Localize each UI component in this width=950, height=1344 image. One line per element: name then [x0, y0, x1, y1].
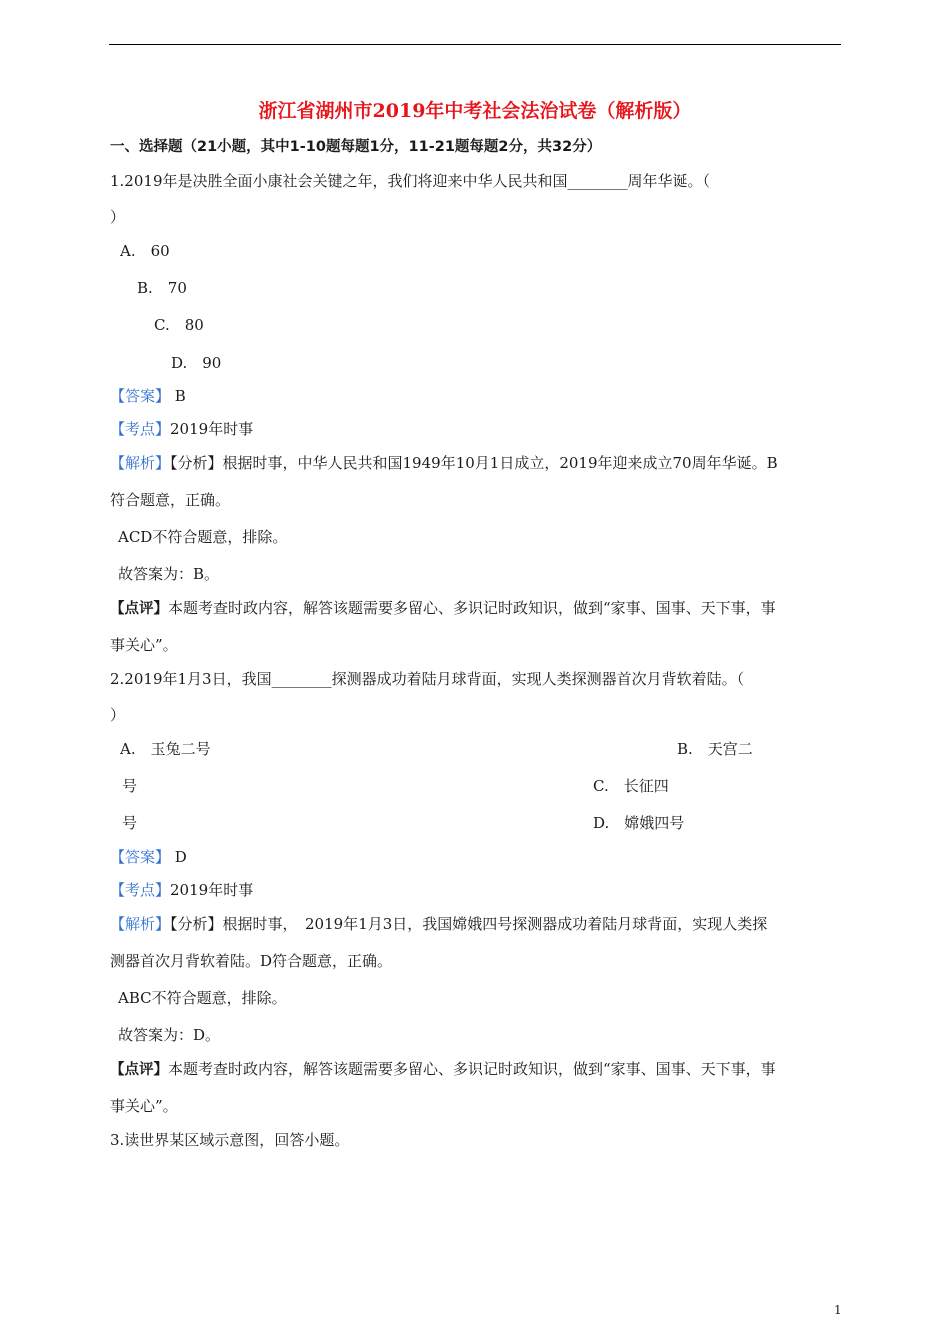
- q1-answer: [110, 386, 186, 406]
- q2-analysis-line2: 测器首次月背软着陆。D符合题意，正确。: [110, 952, 393, 970]
- answer-tag: 【答案】: [110, 848, 171, 866]
- q2-stem-line2: ）: [110, 706, 126, 724]
- analysis-tag: 【解析】: [110, 915, 171, 933]
- page-number: 1: [834, 1303, 842, 1317]
- q1-analysis-line1: [110, 453, 841, 473]
- q2-option-a: A. 玉兔二号: [120, 740, 211, 758]
- analysis-text: 【分析】根据时事， 2019年1月3日，我国嫦娥四号探测器成功着陆月球背面，实现人类探: [170, 915, 768, 933]
- q2-option-c-wrap: 号: [122, 814, 138, 832]
- document-title: 浙江省湖州市2019年中考社会法治试卷（解析版）: [258, 100, 692, 122]
- q1-option-a: A. 60: [120, 242, 170, 260]
- q1-point: [110, 419, 253, 439]
- section-heading: 一、选择题（21小题，其中1-10题每题1分，11-21题每题2分，共32分）: [110, 139, 602, 155]
- analysis-text: 【分析】根据时事，中华人民共和国1949年10月1日成立，2019年迎来成立70周年华诞。B: [170, 454, 778, 472]
- q1-option-c: C. 80: [154, 316, 204, 334]
- q1-analysis-line2: 符合题意，正确。: [110, 491, 231, 509]
- comment-text: 本题考查时政内容，解答该题需要多留心、多识记时政知识，做到“家事、国事、天下事，事: [168, 1060, 776, 1078]
- header-rule: [109, 44, 841, 45]
- q2-stem-line1: 2.2019年1月3日，我国________探测器成功着陆月球背面，实现人类探测器首次月背软着陆。（: [110, 670, 745, 688]
- q2-analysis-line3: ABC不符合题意，排除。: [118, 989, 287, 1007]
- q1-analysis-line3: ACD不符合题意，排除。: [118, 528, 288, 546]
- q1-comment-line2: 事关心”。: [110, 636, 178, 654]
- q1-comment-line1: [110, 598, 841, 619]
- q2-comment-line2: 事关心”。: [110, 1097, 178, 1115]
- q2-option-d: D. 嫦娥四号: [593, 814, 685, 832]
- q2-analysis-line4: 故答案为：D。: [118, 1026, 221, 1044]
- q2-option-b: B. 天宫二: [677, 740, 753, 758]
- answer-tag: 【答案】: [110, 387, 171, 405]
- q2-comment-line1: [110, 1059, 841, 1080]
- q2-point: [110, 880, 253, 900]
- comment-tag: 【点评】: [110, 1062, 168, 1078]
- q1-option-b: B. 70: [137, 279, 187, 297]
- q1-analysis-line4: 故答案为：B。: [118, 565, 220, 583]
- analysis-tag: 【解析】: [110, 454, 171, 472]
- point-value: 2019年时事: [170, 881, 254, 899]
- point-tag: 【考点】: [110, 420, 171, 438]
- q2-analysis-line1: [110, 914, 841, 934]
- point-value: 2019年时事: [170, 420, 254, 438]
- q2-option-b-wrap: 号: [122, 777, 138, 795]
- q1-option-d: D. 90: [171, 354, 222, 372]
- comment-text: 本题考查时政内容，解答该题需要多留心、多识记时政知识，做到“家事、国事、天下事，事: [168, 599, 776, 617]
- q1-stem-line1: 1.2019年是决胜全面小康社会关键之年，我们将迎来中华人民共和国________周年华诞。（: [110, 172, 710, 190]
- answer-value: D: [174, 848, 187, 866]
- q3-stem: 3.读世界某区域示意图，回答小题。: [110, 1131, 350, 1149]
- comment-tag: 【点评】: [110, 601, 168, 617]
- q2-answer: [110, 847, 187, 867]
- q2-option-c: C. 长征四: [593, 777, 669, 795]
- point-tag: 【考点】: [110, 881, 171, 899]
- answer-value: B: [174, 387, 186, 405]
- q1-stem-line2: ）: [110, 208, 126, 226]
